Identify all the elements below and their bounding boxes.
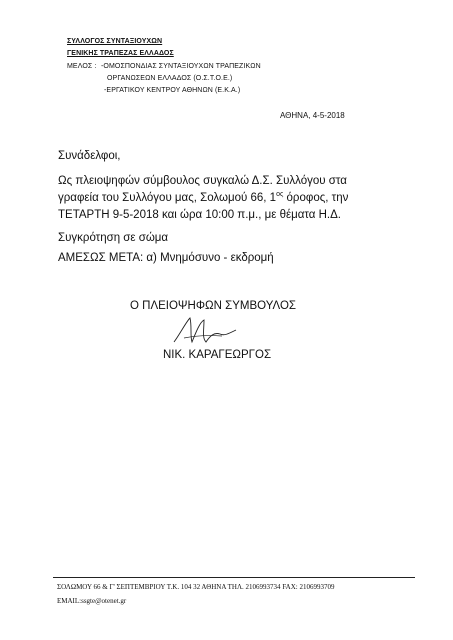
ordinal-suffix: ος	[276, 191, 284, 199]
footer-divider	[53, 577, 415, 578]
paragraph-line-1: Ως πλειοψηφών σύμβουλος συγκαλώ Δ.Σ. Συλλόγου στα	[58, 175, 347, 187]
member-federation-cont: ΟΡΓΑΝΩΣΕΩΝ ΕΛΛΑΔΟΣ (Ο.Σ.Τ.Ο.Ε.)	[107, 75, 233, 82]
paragraph-line-2-text: γραφεία του Συλλόγου μας, Σολωμού 66, 1	[58, 192, 277, 204]
signatory-title: Ο ΠΛΕΙΟΨΗΦΩΝ ΣΥΜΒΟΥΛΟΣ	[130, 300, 297, 312]
footer-email: EMAIL:ssgte@otenet.gr	[57, 597, 127, 605]
agenda-item-2: ΑΜΕΣΩΣ ΜΕΤΑ: α) Μνημόσυνο - εκδρομή	[58, 252, 274, 264]
association-name: ΣΥΛΛΟΓΟΣ ΣΥΝΤΑΞΙΟΥΧΩΝ	[67, 38, 163, 45]
agenda-item-1: Συγκρότηση σε σώμα	[58, 232, 169, 244]
document-date: ΑΘΗΝΑ, 4-5-2018	[280, 111, 345, 120]
member-federation: -ΟΜΟΣΠΟΝΔΙΑΣ ΣΥΝΤΑΞΙΟΥΧΩΝ ΤΡΑΠΕΖΙΚΩΝ	[101, 63, 261, 70]
member-labour-centre: -ΕΡΓΑΤΙΚΟΥ ΚΕΝΤΡΟΥ ΑΘΗΝΩΝ (Ε.Κ.Α.)	[104, 87, 241, 94]
handwritten-signature	[170, 312, 240, 352]
footer-address: ΣΟΛΩΜΟΥ 66 & Γ' ΣΕΠΤΕΜΒΡΙΟΥ Τ.Κ. 104 32 ΑΘΗΝΑ ΤΗΛ. 2106993734 FAX: 2106993709	[57, 583, 335, 591]
greeting: Συνάδελφοι,	[58, 150, 121, 162]
paragraph-line-3: ΤΕΤΑΡΤΗ 9-5-2018 και ώρα 10:00 π.μ., με θέματα Η.Δ.	[58, 209, 341, 221]
member-label: ΜΕΛΟΣ :	[67, 63, 97, 70]
bank-name: ΓΕΝΙΚΗΣ ΤΡΑΠΕΖΑΣ ΕΛΛΑΔΟΣ	[67, 50, 174, 57]
paragraph-line-2	[58, 192, 348, 204]
paragraph-line-2-end: όροφος, την	[283, 192, 349, 204]
signatory-name: ΝΙΚ. ΚΑΡΑΓΕΩΡΓΟΣ	[163, 349, 272, 361]
